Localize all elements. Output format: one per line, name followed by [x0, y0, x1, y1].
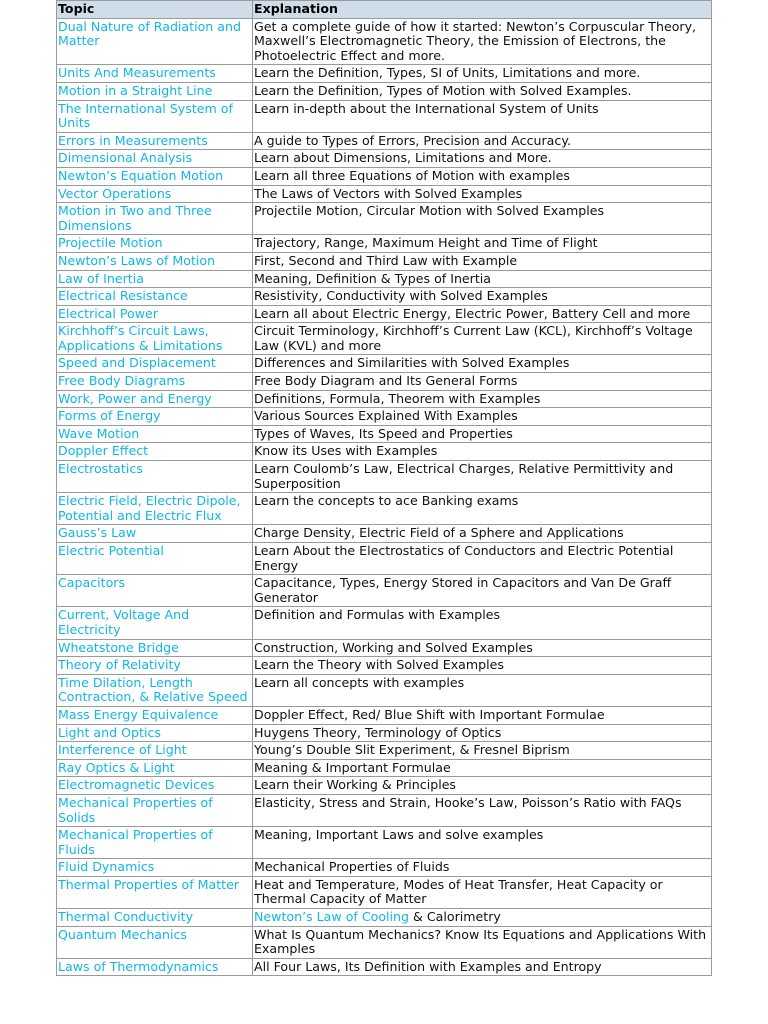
table-row — [57, 706, 712, 724]
table-row — [57, 235, 712, 253]
topic-link[interactable]: Ray Optics & Light — [57, 759, 253, 777]
table-row — [57, 827, 712, 859]
table-row — [57, 461, 712, 493]
topic-column-header: Topic — [57, 1, 253, 19]
topic-explanation: Know its Uses with Examples — [253, 443, 712, 461]
topic-link[interactable]: Units And Measurements — [57, 65, 253, 83]
header-row — [57, 1, 712, 19]
table-row — [57, 777, 712, 795]
explanation-column-header: Explanation — [253, 1, 712, 19]
topic-explanation: The Laws of Vectors with Solved Examples — [253, 185, 712, 203]
topic-explanation: All Four Laws, Its Definition with Examples and Entropy — [253, 958, 712, 976]
table-row — [57, 390, 712, 408]
table-row — [57, 305, 712, 323]
table-row — [57, 543, 712, 575]
topic-explanation: Learn their Working & Principles — [253, 777, 712, 795]
table-row — [57, 355, 712, 373]
table-row — [57, 909, 712, 927]
topic-explanation: Charge Density, Electric Field of a Sphere and Applications — [253, 525, 712, 543]
topic-link[interactable]: Speed and Displacement — [57, 355, 253, 373]
topic-explanation: Meaning & Important Formulae — [253, 759, 712, 777]
table-row — [57, 859, 712, 877]
topic-link[interactable]: Laws of Thermodynamics — [57, 958, 253, 976]
table-row — [57, 876, 712, 908]
explanation-text: & Calorimetry — [409, 909, 501, 925]
topic-link[interactable]: Thermal Conductivity — [57, 909, 253, 927]
topic-explanation: Various Sources Explained With Examples — [253, 408, 712, 426]
topic-explanation: Types of Waves, Its Speed and Properties — [253, 425, 712, 443]
topic-explanation: Definition and Formulas with Examples — [253, 607, 712, 639]
table-row — [57, 408, 712, 426]
table-row — [57, 203, 712, 235]
topic-explanation: Learn all about Electric Energy, Electric Power, Battery Cell and more — [253, 305, 712, 323]
topic-explanation: First, Second and Third Law with Example — [253, 252, 712, 270]
table-row — [57, 150, 712, 168]
table-row — [57, 794, 712, 826]
table-row — [57, 185, 712, 203]
table-row — [57, 270, 712, 288]
topic-explanation: Trajectory, Range, Maximum Height and Time of Flight — [253, 235, 712, 253]
topic-link[interactable]: Motion in Two and Three Dimensions — [57, 203, 253, 235]
table-row — [57, 65, 712, 83]
table-row — [57, 575, 712, 607]
topic-explanation: Meaning, Definition & Types of Inertia — [253, 270, 712, 288]
topic-link[interactable]: Wheatstone Bridge — [57, 639, 253, 657]
topic-link[interactable]: Motion in a Straight Line — [57, 82, 253, 100]
topic-link[interactable]: Capacitors — [57, 575, 253, 607]
topic-link[interactable]: Mechanical Properties of Fluids — [57, 827, 253, 859]
topic-explanation: Projectile Motion, Circular Motion with Solved Examples — [253, 203, 712, 235]
topic-explanation: Learn the Definition, Types of Motion with Solved Examples. — [253, 82, 712, 100]
topic-explanation: Elasticity, Stress and Strain, Hooke’s Law, Poisson’s Ratio with FAQs — [253, 794, 712, 826]
topic-link[interactable]: Electric Field, Electric Dipole, Potential and Electric Flux — [57, 493, 253, 525]
topic-link[interactable]: Electrical Resistance — [57, 288, 253, 306]
table-row — [57, 674, 712, 706]
topic-explanation: Resistivity, Conductivity with Solved Examples — [253, 288, 712, 306]
topic-link[interactable]: Wave Motion — [57, 425, 253, 443]
table-row — [57, 607, 712, 639]
topic-explanation: Learn the concepts to ace Banking exams — [253, 493, 712, 525]
topic-link[interactable]: Dimensional Analysis — [57, 150, 253, 168]
topic-link[interactable]: The International System of Units — [57, 100, 253, 132]
topic-explanation: Learn about Dimensions, Limitations and More. — [253, 150, 712, 168]
table-row — [57, 252, 712, 270]
topic-link[interactable]: Quantum Mechanics — [57, 926, 253, 958]
topic-explanation: What Is Quantum Mechanics? Know Its Equations and Applications With Examples — [253, 926, 712, 958]
table-row — [57, 82, 712, 100]
table-row — [57, 742, 712, 760]
topic-link[interactable]: Light and Optics — [57, 724, 253, 742]
topic-link[interactable]: Newton’s Equation Motion — [57, 167, 253, 185]
explanation-link[interactable]: Newton’s Law of Cooling — [254, 909, 410, 925]
topic-link[interactable]: Interference of Light — [57, 742, 253, 760]
table-row — [57, 373, 712, 391]
table-row — [57, 18, 712, 65]
topic-explanation: Learn in-depth about the International System of Units — [253, 100, 712, 132]
topic-explanation: Doppler Effect, Red/ Blue Shift with Important Formulae — [253, 706, 712, 724]
topic-link[interactable]: Electric Potential — [57, 543, 253, 575]
topic-explanation: A guide to Types of Errors, Precision and Accuracy. — [253, 132, 712, 150]
topic-link[interactable]: Gauss’s Law — [57, 525, 253, 543]
topic-explanation: Circuit Terminology, Kirchhoff’s Current Law (KCL), Kirchhoff’s Voltage Law (KVL) and more — [253, 323, 712, 355]
topic-explanation: Huygens Theory, Terminology of Optics — [253, 724, 712, 742]
topic-link[interactable]: Law of Inertia — [57, 270, 253, 288]
table-row — [57, 167, 712, 185]
topic-link[interactable]: Mass Energy Equivalence — [57, 706, 253, 724]
topic-explanation: Definitions, Formula, Theorem with Examples — [253, 390, 712, 408]
topic-explanation: Learn About the Electrostatics of Conductors and Electric Potential Energy — [253, 543, 712, 575]
table-row — [57, 724, 712, 742]
topic-explanation — [253, 909, 712, 927]
topic-link[interactable]: Kirchhoff’s Circuit Laws, Applications & Limitations — [57, 323, 253, 355]
topic-link[interactable]: Newton’s Laws of Motion — [57, 252, 253, 270]
topic-link[interactable]: Electrostatics — [57, 461, 253, 493]
table-row — [57, 288, 712, 306]
topic-explanation: Heat and Temperature, Modes of Heat Transfer, Heat Capacity or Thermal Capacity of Matter — [253, 876, 712, 908]
topic-link[interactable]: Doppler Effect — [57, 443, 253, 461]
table-row — [57, 639, 712, 657]
topic-link[interactable]: Fluid Dynamics — [57, 859, 253, 877]
topic-link[interactable]: Electromagnetic Devices — [57, 777, 253, 795]
table-row — [57, 100, 712, 132]
table-row — [57, 323, 712, 355]
topic-link[interactable]: Mechanical Properties of Solids — [57, 794, 253, 826]
topic-explanation: Young’s Double Slit Experiment, & Fresnel Biprism — [253, 742, 712, 760]
topic-explanation: Differences and Similarities with Solved Examples — [253, 355, 712, 373]
topic-link[interactable]: Vector Operations — [57, 185, 253, 203]
topic-link[interactable]: Dual Nature of Radiation and Matter — [57, 18, 253, 65]
table-row — [57, 759, 712, 777]
topic-explanation: Learn Coulomb’s Law, Electrical Charges, Relative Permittivity and Superposition — [253, 461, 712, 493]
table-row — [57, 443, 712, 461]
topic-link[interactable]: Forms of Energy — [57, 408, 253, 426]
table-row — [57, 132, 712, 150]
topic-link[interactable]: Time Dilation, Length Contraction, & Relative Speed — [57, 674, 253, 706]
topic-link[interactable]: Electrical Power — [57, 305, 253, 323]
topic-link[interactable]: Projectile Motion — [57, 235, 253, 253]
topic-link[interactable]: Theory of Relativity — [57, 657, 253, 675]
topic-explanation: Construction, Working and Solved Examples — [253, 639, 712, 657]
table-row — [57, 958, 712, 976]
table-row — [57, 657, 712, 675]
topic-explanation: Meaning, Important Laws and solve examples — [253, 827, 712, 859]
topic-explanation: Learn all three Equations of Motion with examples — [253, 167, 712, 185]
table-row — [57, 926, 712, 958]
topic-link[interactable]: Errors in Measurements — [57, 132, 253, 150]
topic-explanation: Capacitance, Types, Energy Stored in Capacitors and Van De Graff Generator — [253, 575, 712, 607]
topic-explanation: Learn all concepts with examples — [253, 674, 712, 706]
topic-explanation: Learn the Definition, Types, SI of Units, Limitations and more. — [253, 65, 712, 83]
physics-topics-table — [56, 0, 712, 976]
table-row — [57, 425, 712, 443]
topic-link[interactable]: Current, Voltage And Electricity — [57, 607, 253, 639]
topic-link[interactable]: Free Body Diagrams — [57, 373, 253, 391]
table-body — [57, 18, 712, 976]
table-row — [57, 525, 712, 543]
topic-explanation: Learn the Theory with Solved Examples — [253, 657, 712, 675]
topic-explanation: Get a complete guide of how it started: Newton’s Corpuscular Theory, Maxwell’s Electromagnetic Theory, the Emission of Electrons, the Photoelectric Effect and more. — [253, 18, 712, 65]
topic-link[interactable]: Thermal Properties of Matter — [57, 876, 253, 908]
topic-explanation: Mechanical Properties of Fluids — [253, 859, 712, 877]
table-row — [57, 493, 712, 525]
topic-explanation: Free Body Diagram and Its General Forms — [253, 373, 712, 391]
topic-link[interactable]: Work, Power and Energy — [57, 390, 253, 408]
